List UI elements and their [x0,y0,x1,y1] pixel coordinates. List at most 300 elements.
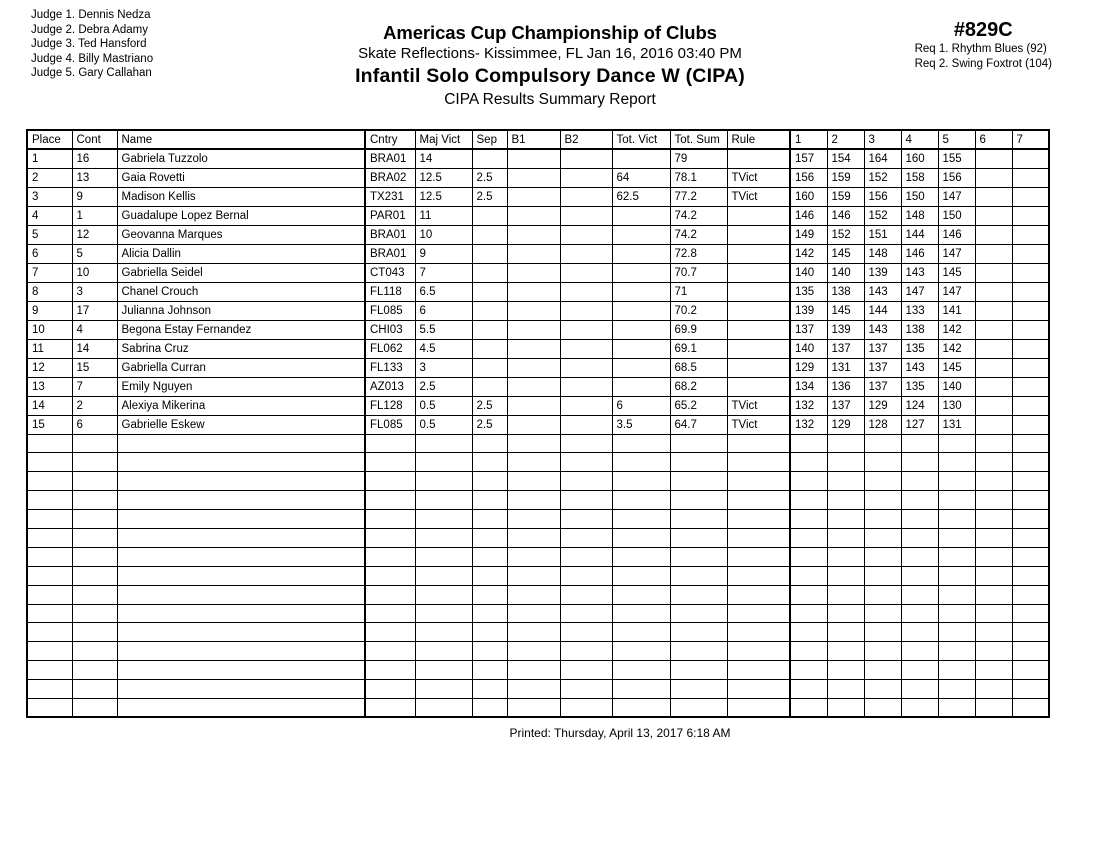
cell-judge-1 [790,585,827,604]
cell-judge-2 [827,642,864,661]
cell-judge-6 [975,680,1012,699]
cell-judge-4 [901,453,938,472]
cell-judge-5 [938,528,975,547]
cell-rule: TVict [727,396,790,415]
cell-judge-5 [938,453,975,472]
cell-maj-vict: 9 [415,244,472,263]
cell-tot-sum: 78.1 [670,168,727,187]
header-tot-sum: Tot. Sum [670,130,727,149]
cell-tot-sum [670,510,727,529]
cell-judge-1: 156 [790,168,827,187]
cell-place: 9 [27,301,72,320]
cell-judge-3 [864,585,901,604]
cell-place: 10 [27,320,72,339]
table-row [27,149,1049,168]
cell-judge-1: 149 [790,225,827,244]
cell-sep [472,566,507,585]
cell-judge-6 [975,585,1012,604]
cell-judge-7 [1012,339,1049,358]
cell-judge-6 [975,396,1012,415]
cell-cntry: CHI03 [365,320,415,339]
cell-judge-7 [1012,510,1049,529]
cell-judge-6 [975,604,1012,623]
cell-place: 6 [27,244,72,263]
cell-name [117,585,365,604]
table-row [27,168,1049,187]
cell-judge-6 [975,547,1012,566]
requirement-1: Req 1. Rhythm Blues (92) [914,43,1047,55]
cell-judge-6 [975,415,1012,434]
cell-cntry [365,698,415,717]
table-row-empty [27,661,1049,680]
cell-rule [727,661,790,680]
cell-judge-7 [1012,187,1049,206]
cell-b2 [560,282,612,301]
cell-judge-6 [975,301,1012,320]
cell-judge-1 [790,623,827,642]
cell-judge-6 [975,187,1012,206]
cell-tot-sum [670,585,727,604]
cell-judge-3 [864,510,901,529]
cell-tot-vict [612,698,670,717]
cell-b2 [560,510,612,529]
cell-judge-1: 160 [790,187,827,206]
report-header [0,0,1100,120]
cell-name: Begona Estay Fernandez [117,320,365,339]
report-subtitle: CIPA Results Summary Report [444,91,656,108]
judge-list-item: Judge 1. Dennis Nedza [31,9,151,21]
cell-place [27,491,72,510]
cell-cont: 13 [72,168,117,187]
cell-judge-2: 140 [827,263,864,282]
cell-b1 [507,434,560,453]
judge-list-item: Judge 2. Debra Adamy [31,23,148,36]
cell-tot-vict [612,149,670,168]
cell-cont: 16 [72,149,117,168]
cell-judge-1 [790,661,827,680]
cell-tot-sum: 74.2 [670,206,727,225]
cell-tot-vict [612,510,670,529]
cell-judge-3: 128 [864,415,901,434]
table-row [27,301,1049,320]
cell-maj-vict: 4.5 [415,339,472,358]
cell-tot-vict [612,225,670,244]
header-sep: Sep [472,130,507,149]
cell-rule [727,623,790,642]
cell-tot-sum [670,491,727,510]
cell-place: 14 [27,396,72,415]
cell-b1 [507,339,560,358]
table-row [27,282,1049,301]
cell-judge-1 [790,566,827,585]
cell-tot-sum: 71 [670,282,727,301]
cell-judge-4: 124 [901,396,938,415]
cell-judge-7 [1012,301,1049,320]
cell-b2 [560,225,612,244]
cell-rule [727,206,790,225]
cell-judge-3: 139 [864,263,901,282]
cell-judge-6 [975,225,1012,244]
cell-cntry [365,623,415,642]
table-row-empty [27,472,1049,491]
cell-judge-1: 132 [790,415,827,434]
cell-cntry [365,642,415,661]
cell-judge-2 [827,472,864,491]
cell-judge-5 [938,585,975,604]
cell-rule: TVict [727,168,790,187]
cell-b2 [560,339,612,358]
cell-judge-6 [975,358,1012,377]
cell-judge-4: 143 [901,358,938,377]
cell-judge-4: 143 [901,263,938,282]
cell-judge-1 [790,472,827,491]
cell-name: Alicia Dallin [117,244,365,263]
cell-tot-vict [612,491,670,510]
cell-judge-6 [975,282,1012,301]
cell-b1 [507,604,560,623]
cell-rule [727,225,790,244]
table-row-empty [27,680,1049,699]
judge-list-item: Judge 4. Billy Mastriano [31,52,154,65]
cell-maj-vict [415,698,472,717]
cell-judge-5: 140 [938,377,975,396]
cell-place [27,472,72,491]
cell-tot-sum: 69.9 [670,320,727,339]
cell-cntry [365,453,415,472]
cell-rule [727,244,790,263]
cell-name [117,623,365,642]
cell-judge-7 [1012,244,1049,263]
cell-b1 [507,244,560,263]
cell-b1 [507,623,560,642]
cell-judge-2 [827,623,864,642]
cell-judge-3 [864,661,901,680]
cell-cont [72,528,117,547]
cell-b1 [507,547,560,566]
cell-judge-1: 140 [790,263,827,282]
cell-sep [472,377,507,396]
cell-name [117,547,365,566]
cell-sep [472,282,507,301]
cell-rule [727,566,790,585]
venue-datetime: Skate Reflections- Kissimmee, FL Jan 16, 2016 03:40 PM [358,45,742,62]
cell-b1 [507,642,560,661]
cell-judge-5: 130 [938,396,975,415]
cell-name [117,604,365,623]
cell-cont: 14 [72,339,117,358]
cell-judge-7 [1012,642,1049,661]
cell-judge-2 [827,698,864,717]
header-judge-6: 6 [975,130,1012,149]
header-rule: Rule [727,130,790,149]
cell-judge-3: 143 [864,320,901,339]
cell-tot-sum [670,528,727,547]
cell-b1 [507,377,560,396]
cell-judge-5: 142 [938,320,975,339]
cell-judge-1 [790,453,827,472]
cell-cntry [365,528,415,547]
cell-sep [472,585,507,604]
cell-tot-vict [612,320,670,339]
cell-name [117,680,365,699]
cell-sep [472,244,507,263]
header-cntry: Cntry [365,130,415,149]
table-row [27,244,1049,263]
cell-tot-vict [612,661,670,680]
cell-sep [472,263,507,282]
cell-judge-5 [938,491,975,510]
cell-judge-3: 137 [864,339,901,358]
cell-judge-4 [901,566,938,585]
cell-maj-vict [415,680,472,699]
cell-judge-2 [827,491,864,510]
cell-judge-5 [938,547,975,566]
cell-judge-1 [790,528,827,547]
cell-tot-sum [670,566,727,585]
cell-b2 [560,377,612,396]
cell-judge-1: 135 [790,282,827,301]
cell-judge-7 [1012,282,1049,301]
table-row-empty [27,698,1049,717]
cell-judge-6 [975,491,1012,510]
cell-judge-4: 160 [901,149,938,168]
cell-judge-4 [901,472,938,491]
cell-place [27,547,72,566]
cell-b2 [560,396,612,415]
table-header-row [27,130,1049,149]
cell-maj-vict: 6.5 [415,282,472,301]
cell-b1 [507,168,560,187]
cell-sep: 2.5 [472,415,507,434]
cell-judge-5 [938,566,975,585]
table-row [27,339,1049,358]
cell-judge-4 [901,698,938,717]
cell-sep [472,453,507,472]
cell-judge-2: 136 [827,377,864,396]
cell-maj-vict [415,566,472,585]
cell-cont [72,491,117,510]
cell-cont: 3 [72,282,117,301]
cell-cntry: FL118 [365,282,415,301]
cell-tot-sum [670,623,727,642]
requirement-2: Req 2. Swing Foxtrot (104) [914,57,1052,70]
judge-list-item: Judge 3. Ted Hansford [31,38,147,51]
cell-b2 [560,547,612,566]
cell-judge-3: 144 [864,301,901,320]
cell-judge-1 [790,491,827,510]
cell-judge-2: 146 [827,206,864,225]
cell-judge-2 [827,528,864,547]
cell-b1 [507,491,560,510]
cell-b1 [507,585,560,604]
cell-judge-3 [864,698,901,717]
cell-tot-sum: 64.7 [670,415,727,434]
cell-judge-1: 134 [790,377,827,396]
cell-judge-4: 148 [901,206,938,225]
cell-judge-4 [901,623,938,642]
cell-b2 [560,528,612,547]
cell-maj-vict: 3 [415,358,472,377]
cell-place [27,623,72,642]
table-row [27,358,1049,377]
cell-name: Gabrielle Eskew [117,415,365,434]
cell-b2 [560,263,612,282]
cell-b2 [560,642,612,661]
cell-judge-5: 142 [938,339,975,358]
cell-cont [72,604,117,623]
cell-sep [472,320,507,339]
cell-cntry: FL128 [365,396,415,415]
cell-tot-vict [612,282,670,301]
cell-b1 [507,680,560,699]
cell-tot-sum [670,642,727,661]
cell-cont: 17 [72,301,117,320]
cell-b2 [560,168,612,187]
cell-judge-2 [827,661,864,680]
cell-name: Chanel Crouch [117,282,365,301]
cell-tot-sum [670,547,727,566]
cell-judge-3 [864,604,901,623]
cell-judge-1 [790,510,827,529]
cell-maj-vict [415,491,472,510]
cell-sep [472,604,507,623]
cell-judge-6 [975,168,1012,187]
cell-sep [472,358,507,377]
cell-place: 7 [27,263,72,282]
cell-judge-5: 146 [938,225,975,244]
event-title: Infantil Solo Compulsory Dance W (CIPA) [355,65,745,87]
cell-rule [727,282,790,301]
cell-b1 [507,282,560,301]
cell-judge-6 [975,623,1012,642]
cell-judge-1: 146 [790,206,827,225]
cell-tot-vict: 64 [612,168,670,187]
cell-place [27,585,72,604]
cell-judge-4 [901,604,938,623]
cell-tot-vict [612,434,670,453]
cell-cont: 12 [72,225,117,244]
cell-judge-6 [975,263,1012,282]
cell-judge-1: 129 [790,358,827,377]
cell-judge-5 [938,623,975,642]
cell-judge-7 [1012,566,1049,585]
cell-judge-7 [1012,623,1049,642]
cell-judge-7 [1012,263,1049,282]
cell-judge-6 [975,472,1012,491]
cell-place: 8 [27,282,72,301]
cell-judge-1 [790,604,827,623]
cell-tot-vict [612,301,670,320]
cell-judge-1: 142 [790,244,827,263]
cell-judge-3 [864,547,901,566]
cell-place: 1 [27,149,72,168]
cell-maj-vict [415,472,472,491]
cell-place: 3 [27,187,72,206]
cell-rule [727,585,790,604]
competition-title: Americas Cup Championship of Clubs [383,22,717,43]
cell-tot-vict [612,206,670,225]
table-row [27,225,1049,244]
cell-name: Emily Nguyen [117,377,365,396]
header-cont: Cont [72,130,117,149]
cell-cntry: TX231 [365,187,415,206]
cell-b1 [507,301,560,320]
cell-judge-6 [975,661,1012,680]
cell-judge-4 [901,510,938,529]
cell-b1 [507,510,560,529]
cell-tot-sum: 69.1 [670,339,727,358]
cell-rule [727,642,790,661]
cell-maj-vict: 11 [415,206,472,225]
cell-place [27,528,72,547]
cell-maj-vict [415,623,472,642]
cell-judge-2 [827,434,864,453]
cell-tot-vict [612,680,670,699]
table-row-empty [27,604,1049,623]
cell-judge-7 [1012,149,1049,168]
cell-cont [72,566,117,585]
cell-judge-4: 133 [901,301,938,320]
cell-cont: 5 [72,244,117,263]
printed-timestamp: Printed: Thursday, April 13, 2017 6:18 AM [509,726,731,740]
cell-judge-2: 137 [827,396,864,415]
cell-name [117,472,365,491]
cell-tot-vict [612,472,670,491]
cell-rule [727,434,790,453]
cell-name: Alexiya Mikerina [117,396,365,415]
cell-judge-5 [938,642,975,661]
cell-judge-4: 147 [901,282,938,301]
cell-tot-sum: 65.2 [670,396,727,415]
cell-cntry: FL085 [365,301,415,320]
cell-b2 [560,206,612,225]
table-row-empty [27,434,1049,453]
cell-tot-vict [612,528,670,547]
cell-judge-6 [975,377,1012,396]
cell-tot-sum: 79 [670,149,727,168]
cell-judge-7 [1012,547,1049,566]
cell-maj-vict [415,453,472,472]
cell-place [27,510,72,529]
header-judge-5: 5 [938,130,975,149]
cell-cntry: BRA01 [365,225,415,244]
cell-cntry: BRA02 [365,168,415,187]
cell-maj-vict [415,604,472,623]
cell-judge-5 [938,604,975,623]
cell-tot-vict [612,263,670,282]
header-judge-7: 7 [1012,130,1049,149]
cell-b1 [507,528,560,547]
cell-judge-6 [975,698,1012,717]
cell-tot-vict: 62.5 [612,187,670,206]
cell-judge-6 [975,244,1012,263]
cell-b1 [507,566,560,585]
cell-judge-2: 129 [827,415,864,434]
cell-place [27,698,72,717]
cell-sep [472,698,507,717]
cell-maj-vict [415,510,472,529]
cell-tot-sum: 70.7 [670,263,727,282]
cell-rule [727,510,790,529]
cell-judge-6 [975,566,1012,585]
cell-judge-1 [790,434,827,453]
cell-b1 [507,358,560,377]
cell-place [27,642,72,661]
header-maj-vict: Maj Vict [415,130,472,149]
cell-cntry [365,604,415,623]
cell-cont [72,434,117,453]
cell-rule [727,263,790,282]
